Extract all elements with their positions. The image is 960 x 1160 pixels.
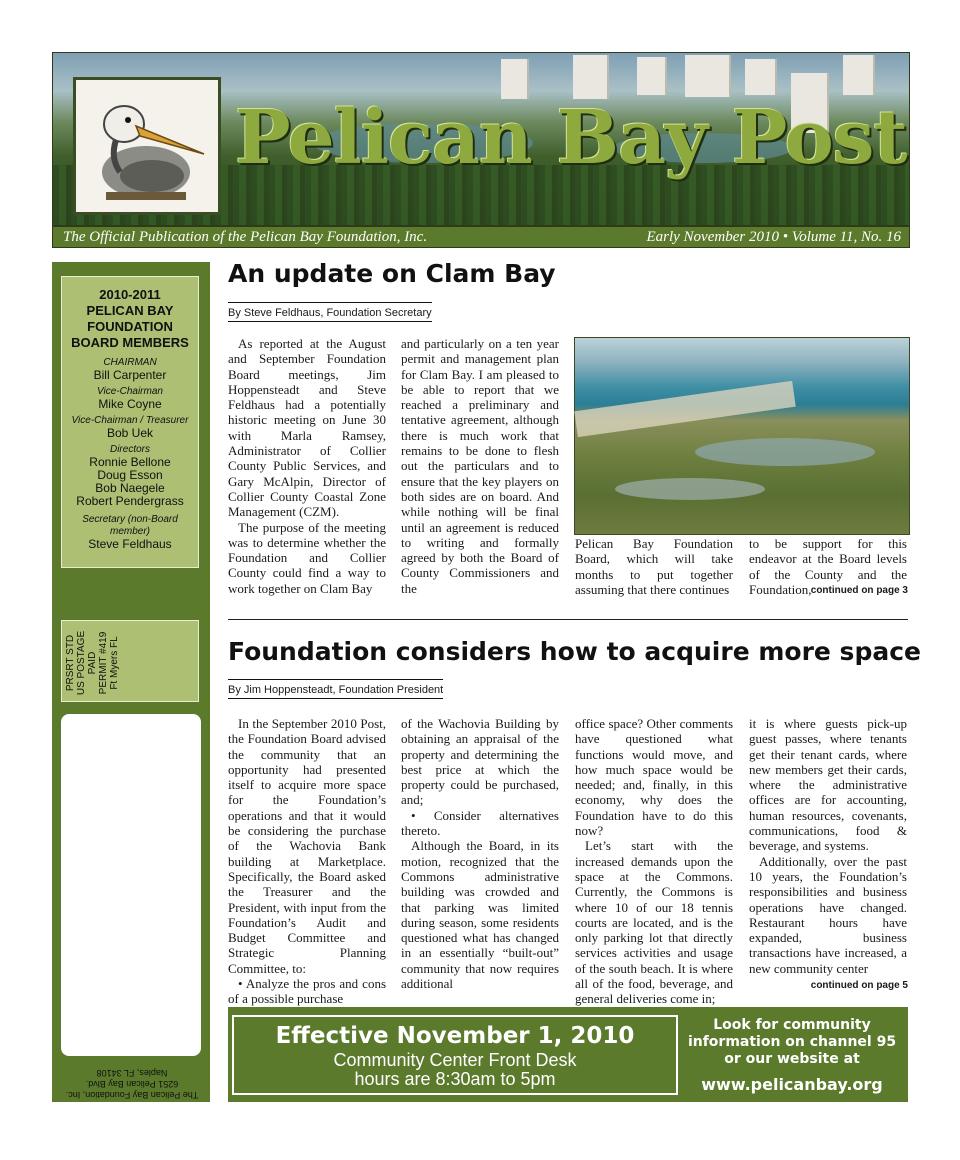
pelican-logo — [73, 77, 221, 215]
sidebar — [52, 262, 210, 1102]
masthead-title: Pelican Bay Post — [235, 95, 907, 181]
board-role: CHAIRMAN — [103, 357, 157, 368]
article2-column-2 — [401, 716, 559, 996]
paragraph: office space? Other comments have questioned what functions would move, and how much space would be needed; and, finally, in this economy, why does the Foundation have to do this now? — [575, 716, 733, 839]
mailing-label-area — [61, 714, 201, 1056]
paragraph: The purpose of the meeting was to determine whether the Foundation and Collier County could find a way to work together on Clam Bay — [228, 519, 386, 596]
board-member-name: Ronnie Bellone — [89, 455, 171, 469]
board-members-box — [61, 276, 199, 568]
paragraph: In the September 2010 Post, the Foundation Board advised the community that an opportunity had presented itself to acquire more space for the Foundation’s operations and that it would be considering the purchase of the Wachovia Bank building at Marketplace. Specifically, the Board asked the Treasurer and the President, with input from the Foundation’s Audit and Budget Committee and Strategic Planning Committee, to: — [228, 716, 386, 976]
article1-continued-link[interactable]: continued on page 3 — [810, 585, 908, 596]
board-member-name: Robert Pendergrass — [76, 494, 184, 508]
article2-headline: Foundation considers how to acquire more space — [228, 637, 921, 666]
postage-indicia — [61, 620, 199, 702]
return-address — [58, 1056, 206, 1100]
channel-info — [686, 1017, 898, 1098]
footer-banner — [228, 1007, 908, 1102]
effective-line: Community Center Front Desk — [333, 1050, 577, 1070]
issue-info: Early November 2010 • Volume 11, No. 16 — [646, 229, 901, 245]
paragraph: Let’s start with the increased demands upon the space at the Commons. Currently, the Commons is where 10 of our 18 tennis courts are located, and is the only parking lot that directly services activities and usage of the south beach. It is where all of the food, beverage, and general deliveries come in; — [575, 838, 733, 1007]
board-role: Directors — [109, 444, 150, 455]
paragraph: Pelican Bay Foundation Board, which will take months to put together assuming that there continues — [575, 536, 733, 597]
tagline-bar — [52, 226, 910, 248]
board-member-name: Mike Coyne — [98, 397, 162, 411]
channel-line: information on channel 95 — [687, 1034, 897, 1050]
channel-line: or our website at — [724, 1051, 860, 1067]
article2-byline: By Jim Hoppensteadt, Foundation President — [228, 679, 443, 699]
return-address-line: 6251 Pelican Bay Blvd. — [85, 1079, 179, 1089]
postage-line: PRSRT STD — [65, 634, 76, 692]
postage-line: US POSTAGE — [76, 630, 87, 696]
return-address-line: The Pelican Bay Foundation, Inc. — [65, 1090, 199, 1100]
paragraph: As reported at the August and September Foundation Board meetings, Jim Hoppensteadt and Steve Feldhaus had a potentially historic meeting on June 30 with Marla Ramsey, Administrator of Collier County Public Services, and Gary McAlpin, Director of Collier County Coastal Zone Management (CZM). — [228, 336, 386, 520]
board-member-name: Bill Carpenter — [93, 368, 167, 382]
paragraph: of the Wachovia Building by obtaining an appraisal of the property and determining the best price at which the property could be purchased, and; — [401, 716, 559, 808]
paragraph: and particularly on a ten year permit and management plan for Clam Bay. I am pleased to be able to report that we reached a preliminary and tentative agreement, although there is much work that remains to be done to flesh out the particulars and to ensure that the key players on both sides are on board. And while nothing will be final until an agreement is reduced to writing and formally agreed by both the Board of County Commissioners and the — [401, 336, 559, 596]
board-role: Vice-Chairman — [97, 386, 163, 397]
board-member-name: Bob Uek — [106, 426, 154, 440]
masthead-banner — [52, 52, 910, 226]
board-member-name: Bob Naegele — [95, 481, 165, 495]
board-title-line: BOARD MEMBERS — [71, 335, 189, 350]
effective-line: hours are 8:30am to 5pm — [354, 1069, 556, 1089]
board-title-line: 2010-2011 — [99, 287, 161, 302]
channel-line: Look for community — [713, 1017, 871, 1033]
tagline: The Official Publication of the Pelican Bay Foundation, Inc. — [63, 229, 428, 245]
postage-line: PERMIT #419 — [98, 631, 109, 695]
paragraph: to be support for this endeavor at the Board levels of the County and the Foundation, — [749, 536, 907, 597]
board-member-name: Steve Feldhaus — [88, 537, 172, 551]
paragraph: • Consider alternatives thereto. — [401, 807, 559, 839]
postage-line: PAID — [87, 651, 98, 675]
hours-notice — [232, 1015, 678, 1095]
website-link[interactable]: www.pelicanbay.org — [701, 1075, 883, 1094]
paragraph: • Analyze the pros and cons of a possible purchase — [228, 976, 386, 1007]
board-member-name: Doug Esson — [97, 468, 163, 482]
article1-column-2 — [401, 336, 559, 600]
postage-line: Ft Myers FL — [109, 636, 120, 690]
article1-byline: By Steve Feldhaus, Foundation Secretary — [228, 302, 432, 322]
article1-column-1 — [228, 336, 386, 600]
return-address-line: Naples, FL 34108 — [96, 1068, 168, 1078]
effective-date-title: Effective November 1, 2010 — [275, 1023, 635, 1049]
article2-column-1 — [228, 716, 386, 1007]
clam-bay-aerial-photo — [574, 337, 910, 535]
article2-column-3 — [575, 716, 733, 1007]
board-role: Secretary (non-Board member) — [82, 514, 178, 537]
article2-continued-link[interactable]: continued on page 5 — [810, 980, 908, 991]
article2-column-4 — [749, 716, 907, 980]
article1-headline: An update on Clam Bay — [228, 259, 556, 288]
article1-column-3 — [575, 536, 733, 600]
article-divider — [228, 619, 908, 620]
paragraph: it is where guests pick-up guest passes, where tenants get their tenant cards, where new members get their cards, where the administrative offices are for accounting, human resources, covenants, communications, food & beverage, and systems. — [749, 716, 907, 854]
board-title-line: PELICAN BAY — [86, 303, 174, 318]
board-role: Vice-Chairman / Treasurer — [71, 415, 189, 426]
paragraph: Additionally, over the past 10 years, the Foundation’s responsibilities and business operations have changed. Restaurant hours have expanded, business transactions have increased, a new community center — [749, 853, 907, 976]
paragraph: Although the Board, in its motion, recognized that the Commons administrative building was crowded and that parking was limited during season, some residents questioned what has changed in an essentially “built-out” community that now requires additional — [401, 838, 559, 992]
board-title-line: FOUNDATION — [87, 319, 173, 334]
